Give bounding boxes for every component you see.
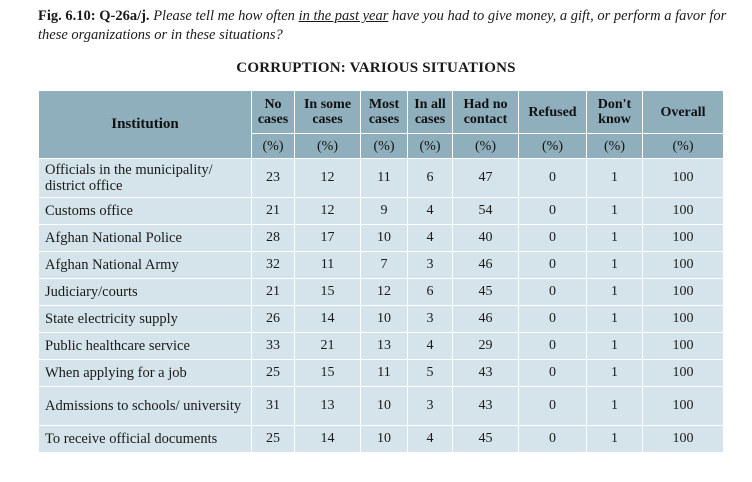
table-cell: 21 <box>252 279 295 306</box>
table-cell: 23 <box>252 159 295 198</box>
figure-caption <box>38 7 738 45</box>
column-unit: (%) <box>453 134 519 159</box>
table-cell: 4 <box>408 225 453 252</box>
row-label: Admissions to schools/ university <box>39 387 252 426</box>
table-cell: 15 <box>295 279 361 306</box>
column-unit: (%) <box>408 134 453 159</box>
table-cell: 4 <box>408 198 453 225</box>
row-label: To receive official documents <box>39 426 252 453</box>
table-cell: 100 <box>643 360 724 387</box>
table-cell: 21 <box>295 333 361 360</box>
column-unit: (%) <box>519 134 587 159</box>
table-cell: 0 <box>519 387 587 426</box>
table-cell: 5 <box>408 360 453 387</box>
table-cell: 0 <box>519 426 587 453</box>
table-cell: 0 <box>519 198 587 225</box>
row-label: Customs office <box>39 198 252 225</box>
table-row <box>39 426 724 453</box>
row-label: Public healthcare service <box>39 333 252 360</box>
column-header-line2: contact <box>463 112 508 127</box>
column-header-line2: cases <box>257 112 289 127</box>
table-row <box>39 387 724 426</box>
column-header <box>453 91 519 134</box>
column-header <box>643 91 724 134</box>
table-cell: 32 <box>252 252 295 279</box>
column-header <box>361 91 408 134</box>
question-text-start: Please tell me how often <box>149 8 299 24</box>
column-unit: (%) <box>643 134 724 159</box>
table-cell: 45 <box>453 426 519 453</box>
table-cell: 1 <box>587 198 643 225</box>
table-cell: 40 <box>453 225 519 252</box>
column-unit: (%) <box>295 134 361 159</box>
table-row <box>39 225 724 252</box>
table-cell: 7 <box>361 252 408 279</box>
table-cell: 46 <box>453 252 519 279</box>
table-cell: 46 <box>453 306 519 333</box>
table-cell: 10 <box>361 426 408 453</box>
table-cell: 0 <box>519 225 587 252</box>
column-header-line1: In some <box>303 97 352 112</box>
row-label: Afghan National Army <box>39 252 252 279</box>
table-cell: 43 <box>453 387 519 426</box>
table-cell: 45 <box>453 279 519 306</box>
column-header-line2: cases <box>368 112 400 127</box>
table-cell: 12 <box>295 198 361 225</box>
table-cell: 4 <box>408 333 453 360</box>
column-header-line1: Overall <box>660 104 706 120</box>
table-cell: 1 <box>587 333 643 360</box>
table-cell: 47 <box>453 159 519 198</box>
table-row <box>39 198 724 225</box>
table-cell: 10 <box>361 387 408 426</box>
column-header <box>519 91 587 134</box>
table-cell: 0 <box>519 279 587 306</box>
table-cell: 14 <box>295 306 361 333</box>
corruption-table <box>38 90 724 453</box>
figure-label: Fig. 6.10: Q-26a/j. <box>38 8 150 24</box>
row-label: Judiciary/courts <box>39 279 252 306</box>
table-cell: 26 <box>252 306 295 333</box>
table-cell: 13 <box>295 387 361 426</box>
table-cell: 11 <box>295 252 361 279</box>
table-cell: 10 <box>361 306 408 333</box>
table-row <box>39 306 724 333</box>
table-cell: 0 <box>519 159 587 198</box>
table-cell: 11 <box>361 159 408 198</box>
table-cell: 100 <box>643 279 724 306</box>
table-cell: 3 <box>408 306 453 333</box>
column-unit: (%) <box>587 134 643 159</box>
table-cell: 13 <box>361 333 408 360</box>
table-cell: 6 <box>408 279 453 306</box>
table-cell: 4 <box>408 426 453 453</box>
table-cell: 12 <box>295 159 361 198</box>
column-header-line1: Refused <box>528 104 577 120</box>
table-body <box>39 159 724 453</box>
table-cell: 100 <box>643 252 724 279</box>
column-header <box>587 91 643 134</box>
table-cell: 0 <box>519 252 587 279</box>
table-row <box>39 333 724 360</box>
column-header <box>252 91 295 134</box>
column-header-line2: know <box>598 112 631 127</box>
column-header <box>408 91 453 134</box>
table-cell: 9 <box>361 198 408 225</box>
table-cell: 100 <box>643 387 724 426</box>
table-cell: 15 <box>295 360 361 387</box>
table-row <box>39 159 724 198</box>
question-text-underlined: in the past year <box>298 8 389 24</box>
table-cell: 0 <box>519 306 587 333</box>
column-header-line1: Had no <box>463 97 508 112</box>
table-cell: 1 <box>587 387 643 426</box>
table-cell: 31 <box>252 387 295 426</box>
table-cell: 21 <box>252 198 295 225</box>
row-label: When applying for a job <box>39 360 252 387</box>
column-header-line2: cases <box>414 112 446 127</box>
table-cell: 25 <box>252 426 295 453</box>
table-cell: 100 <box>643 225 724 252</box>
table-cell: 12 <box>361 279 408 306</box>
table-cell: 43 <box>453 360 519 387</box>
row-label: Officials in the municipality/ district office <box>39 159 252 198</box>
table-cell: 25 <box>252 360 295 387</box>
table-cell: 100 <box>643 198 724 225</box>
header-row <box>39 91 724 134</box>
column-header <box>295 91 361 134</box>
table-cell: 100 <box>643 426 724 453</box>
table-row <box>39 360 724 387</box>
table-cell: 6 <box>408 159 453 198</box>
table-cell: 3 <box>408 387 453 426</box>
table-cell: 28 <box>252 225 295 252</box>
table-cell: 0 <box>519 360 587 387</box>
table-cell: 1 <box>587 426 643 453</box>
table-cell: 11 <box>361 360 408 387</box>
table-cell: 17 <box>295 225 361 252</box>
table-title: CORRUPTION: VARIOUS SITUATIONS <box>236 60 516 76</box>
table-cell: 1 <box>587 252 643 279</box>
column-unit: (%) <box>361 134 408 159</box>
column-header-line1: Don't <box>597 97 632 112</box>
table-cell: 29 <box>453 333 519 360</box>
column-header-institution: Institution <box>39 91 252 159</box>
column-unit: (%) <box>252 134 295 159</box>
column-header-line1: Most <box>368 97 400 112</box>
question-text-end: have you had to give money, a gift, or perform a favor for these organizations or in these situations? <box>38 8 727 43</box>
table-cell: 33 <box>252 333 295 360</box>
table-cell: 100 <box>643 159 724 198</box>
row-label: State electricity supply <box>39 306 252 333</box>
table-cell: 1 <box>587 279 643 306</box>
column-header-line2: cases <box>312 112 343 127</box>
table-header <box>39 91 724 159</box>
column-header-line1: In all <box>414 97 446 112</box>
table-cell: 100 <box>643 306 724 333</box>
table-cell: 0 <box>519 333 587 360</box>
table-cell: 14 <box>295 426 361 453</box>
table-cell: 1 <box>587 360 643 387</box>
column-header-line1: No <box>264 97 282 112</box>
table-cell: 1 <box>587 159 643 198</box>
table-row <box>39 279 724 306</box>
table-cell: 1 <box>587 306 643 333</box>
row-label: Afghan National Police <box>39 225 252 252</box>
table-cell: 1 <box>587 225 643 252</box>
table-cell: 100 <box>643 333 724 360</box>
table-row <box>39 252 724 279</box>
table-cell: 54 <box>453 198 519 225</box>
table-cell: 10 <box>361 225 408 252</box>
table-cell: 3 <box>408 252 453 279</box>
